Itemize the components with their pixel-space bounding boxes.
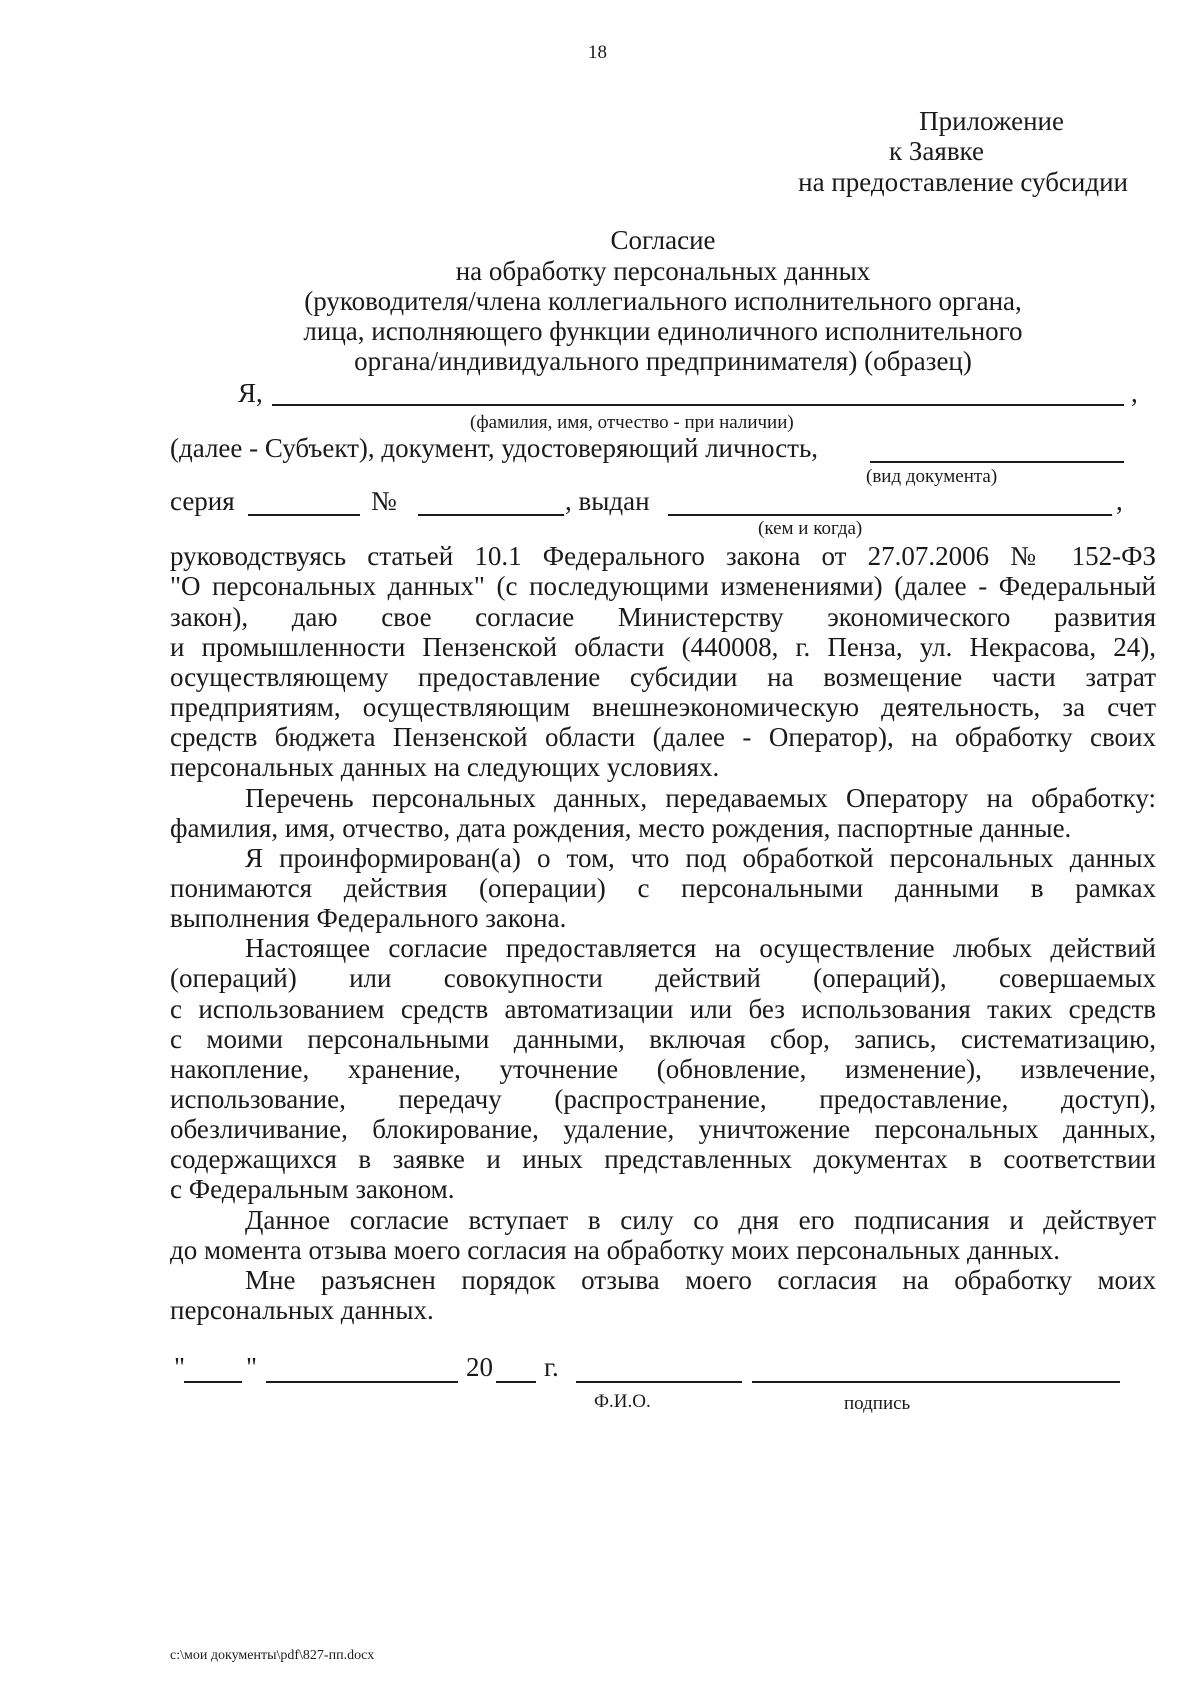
body-line: обезличивание, блокирование, удаление, уничтожение персональных данных, <box>170 1114 1156 1144</box>
body-line: предприятиям, осуществляющим внешнеэкономическую деятельность, за счет <box>170 692 1156 722</box>
subject-text: (далее - Субъект), документ, удостоверяющий личность, <box>170 433 819 463</box>
number-blank-line <box>418 514 564 516</box>
issued-blank-line <box>668 514 1112 516</box>
year-prefix: 20 <box>466 1352 493 1382</box>
fio-blank-line <box>272 404 1124 406</box>
fio-label: Ф.И.О. <box>594 1391 651 1412</box>
appendix-line-2: к Заявке <box>889 136 984 166</box>
body-line: понимаются действия (операции) с персональными данными в рамках <box>170 873 1156 903</box>
series-blank-line <box>248 514 360 516</box>
body-line: фамилия, имя, отчество, дата рождения, место рождения, паспортные данные. <box>170 813 1072 843</box>
issued-hint: (кем и когда) <box>758 518 863 539</box>
body-line: накопление, хранение, уточнение (обновление, изменение), извлечение, <box>170 1054 1156 1084</box>
body-line: персональных данных на следующих условиях. <box>170 752 720 782</box>
appendix-line-3: на предоставление субсидии <box>798 167 1128 197</box>
year-blank-line <box>496 1381 536 1383</box>
date-open-quote: " <box>174 1352 186 1382</box>
doc-type-blank-line <box>870 461 1124 463</box>
body-line: с использованием средств автоматизации или без использования таких средств <box>170 994 1156 1024</box>
body-line: (операций) или совокупности действий (операций), совершаемых <box>170 963 1156 993</box>
body-line: с Федеральным законом. <box>170 1174 455 1204</box>
title-line-3: (руководителя/члена коллегиального исполнительного органа, <box>304 286 1022 316</box>
date-close-quote: " <box>246 1352 258 1382</box>
body-line: Настоящее согласие предоставляется на осуществление любых действий <box>245 933 1156 963</box>
fio-signature-line <box>576 1381 742 1383</box>
body-line: осуществляющему предоставление субсидии на возмещение части затрат <box>170 662 1156 692</box>
fio-hint: (фамилия, имя, отчество - при наличии) <box>470 412 794 433</box>
signature-line <box>752 1381 1120 1383</box>
title-line-5: органа/индивидуального предпринимателя) (образец) <box>354 346 972 376</box>
month-blank-line <box>266 1381 458 1383</box>
signature-label: подпись <box>844 1393 911 1414</box>
body-line: Я проинформирован(а) о том, что под обработкой персональных данных <box>245 843 1156 873</box>
page-number: 18 <box>588 42 607 63</box>
body-line: Перечень персональных данных, передаваемых Оператору на обработку: <box>245 783 1156 813</box>
issued-trailing-comma: , <box>1116 486 1123 516</box>
fio-trailing-comma: , <box>1131 378 1138 408</box>
body-line: и промышленности Пензенской области (440008, г. Пенза, ул. Некрасова, 24), <box>170 632 1156 662</box>
series-label: серия <box>170 486 235 516</box>
body-line: до момента отзыва моего согласия на обработку моих персональных данных. <box>170 1235 1061 1265</box>
year-suffix: г. <box>544 1352 559 1382</box>
issued-label: , выдан <box>565 486 650 516</box>
title-line-2: на обработку персональных данных <box>455 256 871 286</box>
body-line: средств бюджета Пензенской области (далее - Оператор), на обработку своих <box>170 722 1156 752</box>
body-line: выполнения Федерального закона. <box>170 903 567 933</box>
title-line-1: Согласие <box>610 225 716 255</box>
footer-file-path: c:\мои документы\pdf\827-пп.docx <box>170 1648 375 1663</box>
number-label: № <box>371 486 397 516</box>
body-line: руководствуясь статьей 10.1 Федерального закона от 27.07.2006 № 152-ФЗ <box>170 541 1156 571</box>
appendix-line-1: Приложение <box>919 106 1064 136</box>
body-line: Мне разъяснен порядок отзыва моего согласия на обработку моих <box>245 1265 1156 1295</box>
body-line: закон), даю свое согласие Министерству экономического развития <box>170 602 1156 632</box>
day-blank-line <box>184 1381 242 1383</box>
body-line: "О персональных данных" (с последующими изменениями) (далее - Федеральный <box>170 571 1156 601</box>
body-line: содержащихся в заявке и иных представленных документах в соответствии <box>170 1144 1156 1174</box>
body-line: с моими персональными данными, включая сбор, запись, систематизацию, <box>170 1024 1156 1054</box>
body-line: персональных данных. <box>170 1295 434 1325</box>
ya-label: Я, <box>238 378 263 408</box>
body-line: Данное согласие вступает в силу со дня его подписания и действует <box>245 1205 1156 1235</box>
doc-type-hint: (вид документа) <box>866 466 998 487</box>
title-line-4: лица, исполняющего функции единоличного исполнительного <box>303 316 1023 346</box>
body-line: использование, передачу (распространение, предоставление, доступ), <box>170 1084 1156 1114</box>
